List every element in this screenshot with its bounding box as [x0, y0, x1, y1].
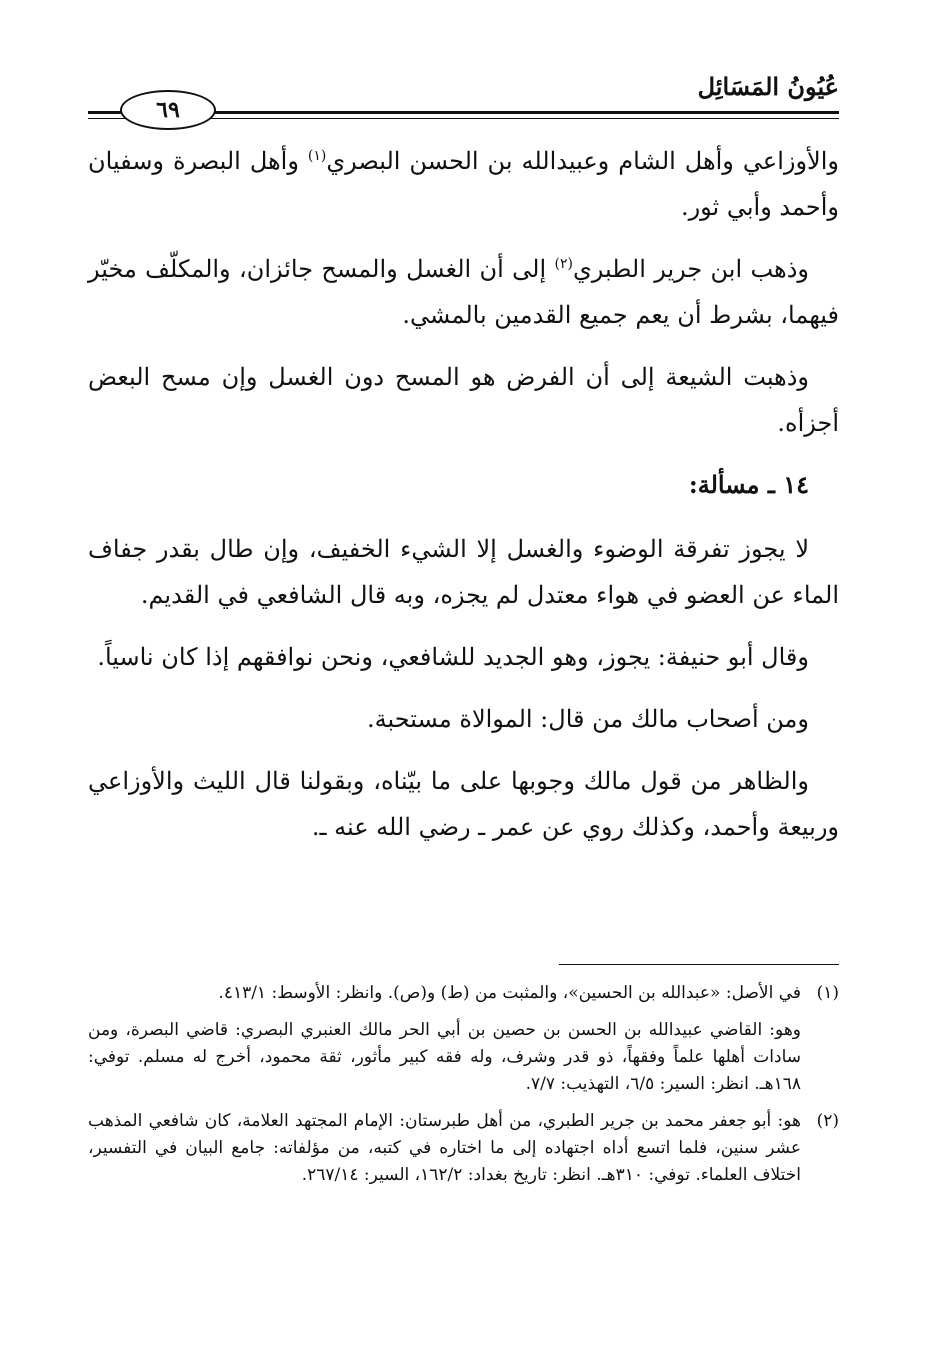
- footnote-ref-1: (١): [307, 148, 327, 164]
- footnote-text: في الأصل: «عبدالله بن الحسين»، والمثبت من (ط) و(ص). وانظر: الأوسط: ٤١٣/١.: [218, 983, 801, 1003]
- paragraph-6: ومن أصحاب مالك من قال: الموالاة مستحبة.: [367, 705, 809, 733]
- footnote-1: [88, 980, 839, 1007]
- running-header-title: عُيُونُ المَسَائِل: [697, 72, 839, 101]
- paragraph-text: إلى أن الغسل والمسح جائزان، والمكلّف مخيّر فيهما، بشرط أن يعم جميع القدمين بالمشي.: [88, 255, 839, 329]
- paragraph-2: [88, 246, 839, 338]
- footnote-ref-2: (٢): [554, 256, 573, 272]
- main-text: [88, 138, 839, 866]
- paragraph-5: وقال أبو حنيفة: يجوز، وهو الجديد للشافعي، ونحن نوافقهم إذا كان ناسياً.: [97, 643, 809, 671]
- footnote-number: (٢): [816, 1111, 839, 1131]
- footnote-number: (١): [816, 983, 839, 1003]
- paragraph-3: وذهبت الشيعة إلى أن الفرض هو المسح دون الغسل وإن مسح البعض أجزأه.: [88, 363, 839, 437]
- paragraph-text: وذهب ابن جرير الطبري: [572, 255, 809, 283]
- footnote-2: [88, 1108, 839, 1189]
- page-number: ٦٩: [120, 90, 216, 130]
- section-heading: ١٤ ـ مسألة:: [688, 470, 809, 499]
- paragraph-text: وأهل البصرة وسفيان وأحمد وأبي ثور.: [88, 147, 839, 221]
- footnote-1-continuation: وهو: القاضي عبيدالله بن الحسن بن حصين بن أبي الحر مالك العنبري البصري: قاضي البصرة، ومن سادات أهلها علماً وفقهاً، ذو قدر وشرف، وله فقه كبير مأثور، ثقة محمود، أخرج له مسلم. توفي: ١٦٨هـ. انظر: السير: ٦/٥، التهذيب: ٧/٧.: [88, 1020, 801, 1094]
- footnotes: [88, 980, 839, 1199]
- footnote-text: هو: أبو جعفر محمد بن جرير الطبري، من أهل طبرستان: الإمام المجتهد العلامة، كان شافعي المذهب عشر سنين، فلما اتسع أداه اجتهاده إلى ما اختاره في كتبه، من مؤلفاته: جامع البيان في التفسير، اختلاف العلماء. توفي: ٣١٠هـ. انظر: تاريخ بغداد: ١٦٢/٢، السير: ٢٦٧/١٤.: [88, 1111, 801, 1185]
- footnote-separator: [559, 964, 839, 965]
- paragraph-4: لا يجوز تفرقة الوضوء والغسل إلا الشيء الخفيف، وإن طال بقدر جفاف الماء عن العضو في هواء معتدل لم يجزه، وبه قال الشافعي في القديم.: [88, 535, 839, 609]
- paragraph-1: [88, 138, 839, 230]
- paragraph-7: والظاهر من قول مالك وجوبها على ما بيّناه، وبقولنا قال الليث والأوزاعي وربيعة وأحمد، وكذلك روي عن عمر ـ رضي الله عنه ـ.: [88, 767, 839, 841]
- paragraph-text: والأوزاعي وأهل الشام وعبيدالله بن الحسن البصري: [326, 147, 839, 175]
